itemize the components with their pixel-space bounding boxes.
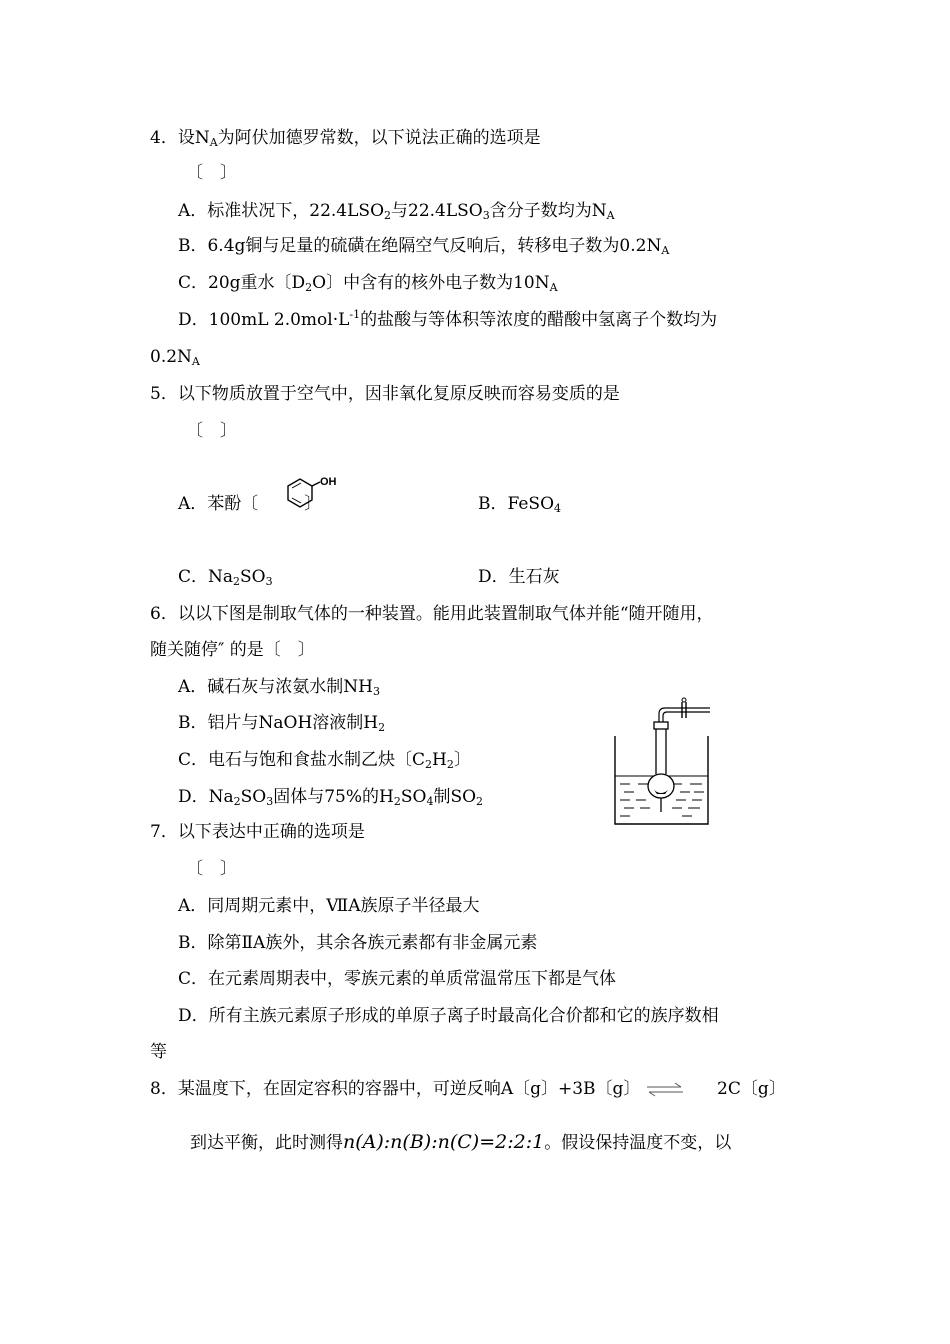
reversible-arrow-icon <box>645 1082 685 1096</box>
q4-option-b: B．6.4g铜与足量的硫磺在绝隔空气反响后，转移电子数为$0.2N_A$ <box>178 236 670 257</box>
q8-stem: 8．某温度下，在固定容积的容器中，可逆反响A〔g〕+3B〔g〕 <box>150 1079 641 1099</box>
q4-option-d: D．100mL $2.0mol\cdot L^{-1}$的盐酸与等体积等浓度的醋酸中氢离子个数均为 <box>178 308 718 330</box>
q4-answer-paren: 〔 〕 <box>186 163 237 183</box>
oh-label: OH <box>320 476 337 488</box>
q4-option-a: A．标准状况下，$22.4LSO_2$与$22.4LSO_3$含分子数均为$N_A$ <box>178 201 615 222</box>
q5-option-b: B．FeSO$_4$ <box>478 494 562 515</box>
q7-option-b: B．除第ⅡA族外，其余各族元素都有非金属元素 <box>178 933 538 953</box>
q7-option-d-cont: 等 <box>150 1042 167 1062</box>
q6-option-b: B．铝片与NaOH溶液制$H_2$ <box>178 713 386 734</box>
q8-product: 2C〔g〕 <box>717 1079 786 1099</box>
q7-stem: 7．以下表达中正确的选项是 <box>150 822 365 842</box>
q6-option-d: D．$Na_2SO_3$固体与75%的$H_2SO_4$制$SO_2$ <box>178 787 484 808</box>
q6-option-c: C．电石与饱和食盐水制乙炔〔$C_2H_2$〕 <box>178 750 471 771</box>
q7-option-c: C．在元素周期表中，零族元素的单质常温常压下都是气体 <box>178 969 617 989</box>
q6-stem-line2: 随关随停″ 的是〔 〕 <box>150 640 315 660</box>
q5-option-d: D．生石灰 <box>478 567 560 587</box>
q7-answer-paren: 〔 〕 <box>186 859 237 879</box>
q5-option-a: A．苯酚〔 〕 <box>178 494 322 514</box>
q7-option-d: D．所有主族元素原子形成的单原子离子时最高化合价都和它的族序数相 <box>178 1006 719 1026</box>
q5-answer-paren: 〔 〕 <box>186 421 237 441</box>
q4-option-c: C．20g重水〔$D_2O$〕中含有的核外电子数为$10N_A$ <box>178 273 558 294</box>
q5-option-c: C．$Na_2SO_3$ <box>178 567 273 588</box>
q6-stem-line1: 6．以以下图是制取气体的一种装置。能用此装置制取气体并能“随开随用， <box>150 604 714 624</box>
q7-option-a: A．同周期元素中，ⅦA族原子半径最大 <box>178 896 480 916</box>
q4-option-d-cont: $0.2N_A$ <box>150 347 200 368</box>
q8-line2: 到达平衡，此时测得n(A):n(B):n(C)=2:2:1。假设保持温度不变，以 <box>190 1131 732 1153</box>
phenol-structure <box>280 472 350 512</box>
q4-stem: 4．设$N_A$为阿伏加德罗常数，以下说法正确的选项是 <box>150 128 541 149</box>
ratio-expression: n(A):n(B):n(C)=2:2:1 <box>343 1131 545 1153</box>
q6-option-a: A．碱石灰与浓氨水制$NH_3$ <box>178 677 380 698</box>
gas-apparatus-diagram <box>610 696 720 831</box>
q5-stem: 5．以下物质放置于空气中，因非氧化复原反映而容易变质的是 <box>150 384 620 404</box>
